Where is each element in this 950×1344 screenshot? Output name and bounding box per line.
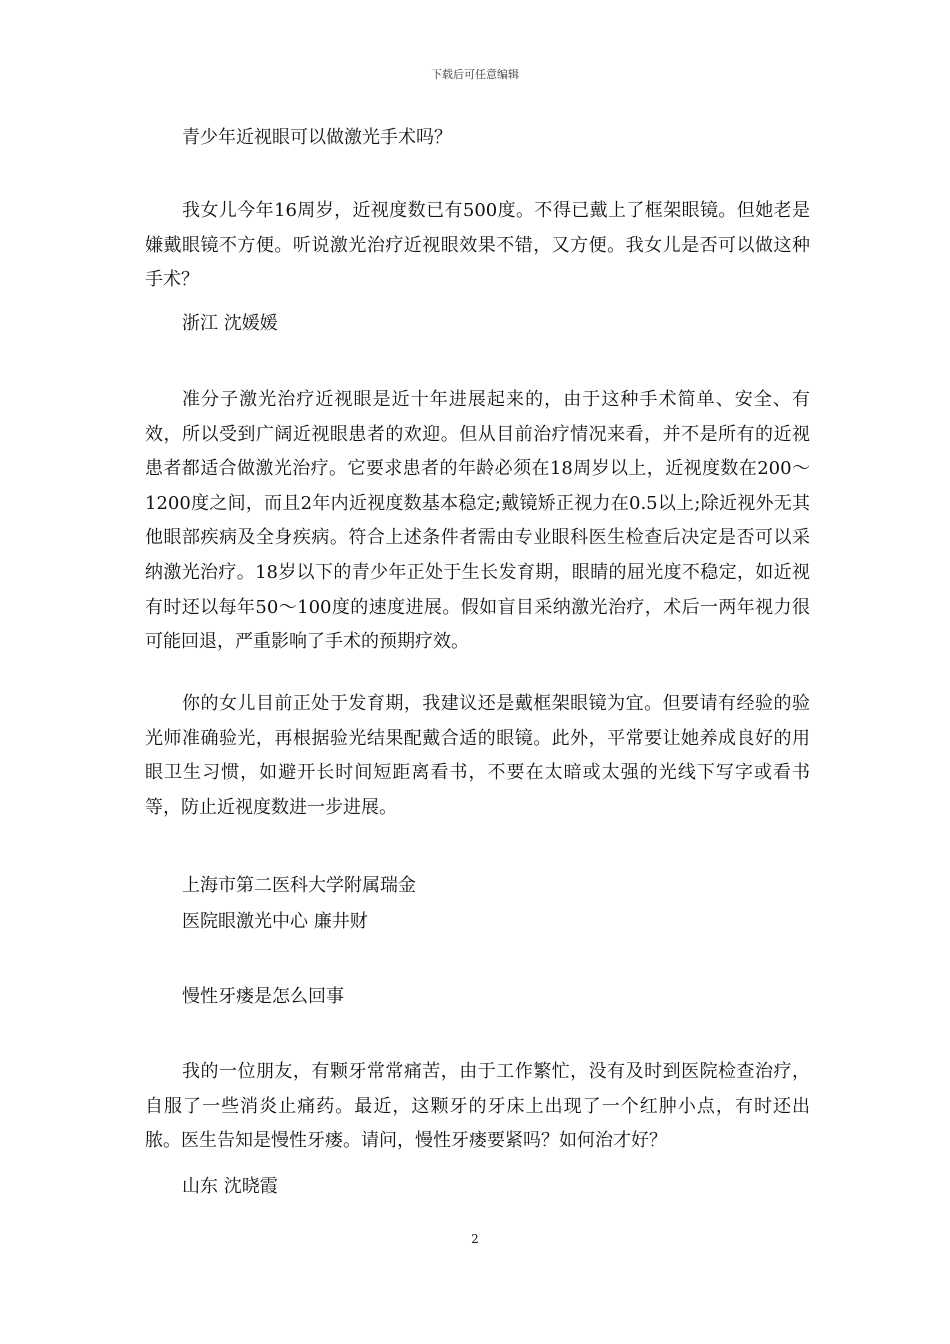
question-1-author: 浙江 沈媛媛 [182, 313, 278, 334]
answer-1-signature-line-2: 医院眼激光中心 廉井财 [182, 911, 368, 932]
question-2-body: 我的一位朋友，有颗牙常常痛苦，由于工作繁忙，没有及时到医院检查治疗，自服了一些消炎止痛药。最近，这颗牙的牙床上出现了一个红肿小点，有时还出脓。医生告知是慢性牙瘘。请问，慢性牙瘘要紧吗？如何治才好？ [145, 1061, 810, 1152]
question-2-title: 慢性牙瘘是怎么回事 [182, 986, 344, 1007]
answer-1-signature-line-1: 上海市第二医科大学附属瑞金 [182, 875, 416, 896]
page-header-note: 下载后可任意编辑 [431, 68, 519, 81]
answer-1-paragraph-2: 你的女儿目前正处于发育期，我建议还是戴框架眼镜为宜。但要请有经验的验光师准确验光，再根据验光结果配戴合适的眼镜。此外，平常要让她养成良好的用眼卫生习惯，如避开长时间短距离看书，不要在太暗或太强的光线下写字或看书等，防止近视度数进一步进展。 [145, 693, 810, 818]
answer-1-paragraph-1: 准分子激光治疗近视眼是近十年进展起来的，由于这种手术简单、安全、有效，所以受到广阔近视眼患者的欢迎。但从目前治疗情况来看，并不是所有的近视患者都适合做激光治疗。它要求患者的年龄必须在18周岁以上，近视度数在200～1200度之间，而且2年内近视度数基本稳定;戴镜矫正视力在0.5以上;除近视外无其他眼部疾病及全身疾病。符合上述条件者需由专业眼科医生检查后决定是否可以采纳激光治疗。18岁以下的青少年正处于生长发育期，眼睛的屈光度不稳定，如近视有时还以每年50～100度的速度进展。假如盲目采纳激光治疗，术后一两年视力很可能回退，严重影响了手术的预期疗效。 [145, 389, 810, 653]
question-1-body: 我女儿今年16周岁，近视度数已有500度。不得已戴上了框架眼镜。但她老是嫌戴眼镜不方便。听说激光治疗近视眼效果不错，又方便。我女儿是否可以做这种手术？ [145, 200, 810, 291]
question-2-author: 山东 沈晓霞 [182, 1176, 278, 1197]
question-1-title: 青少年近视眼可以做激光手术吗？ [182, 127, 452, 148]
page-number: 2 [471, 1232, 479, 1246]
